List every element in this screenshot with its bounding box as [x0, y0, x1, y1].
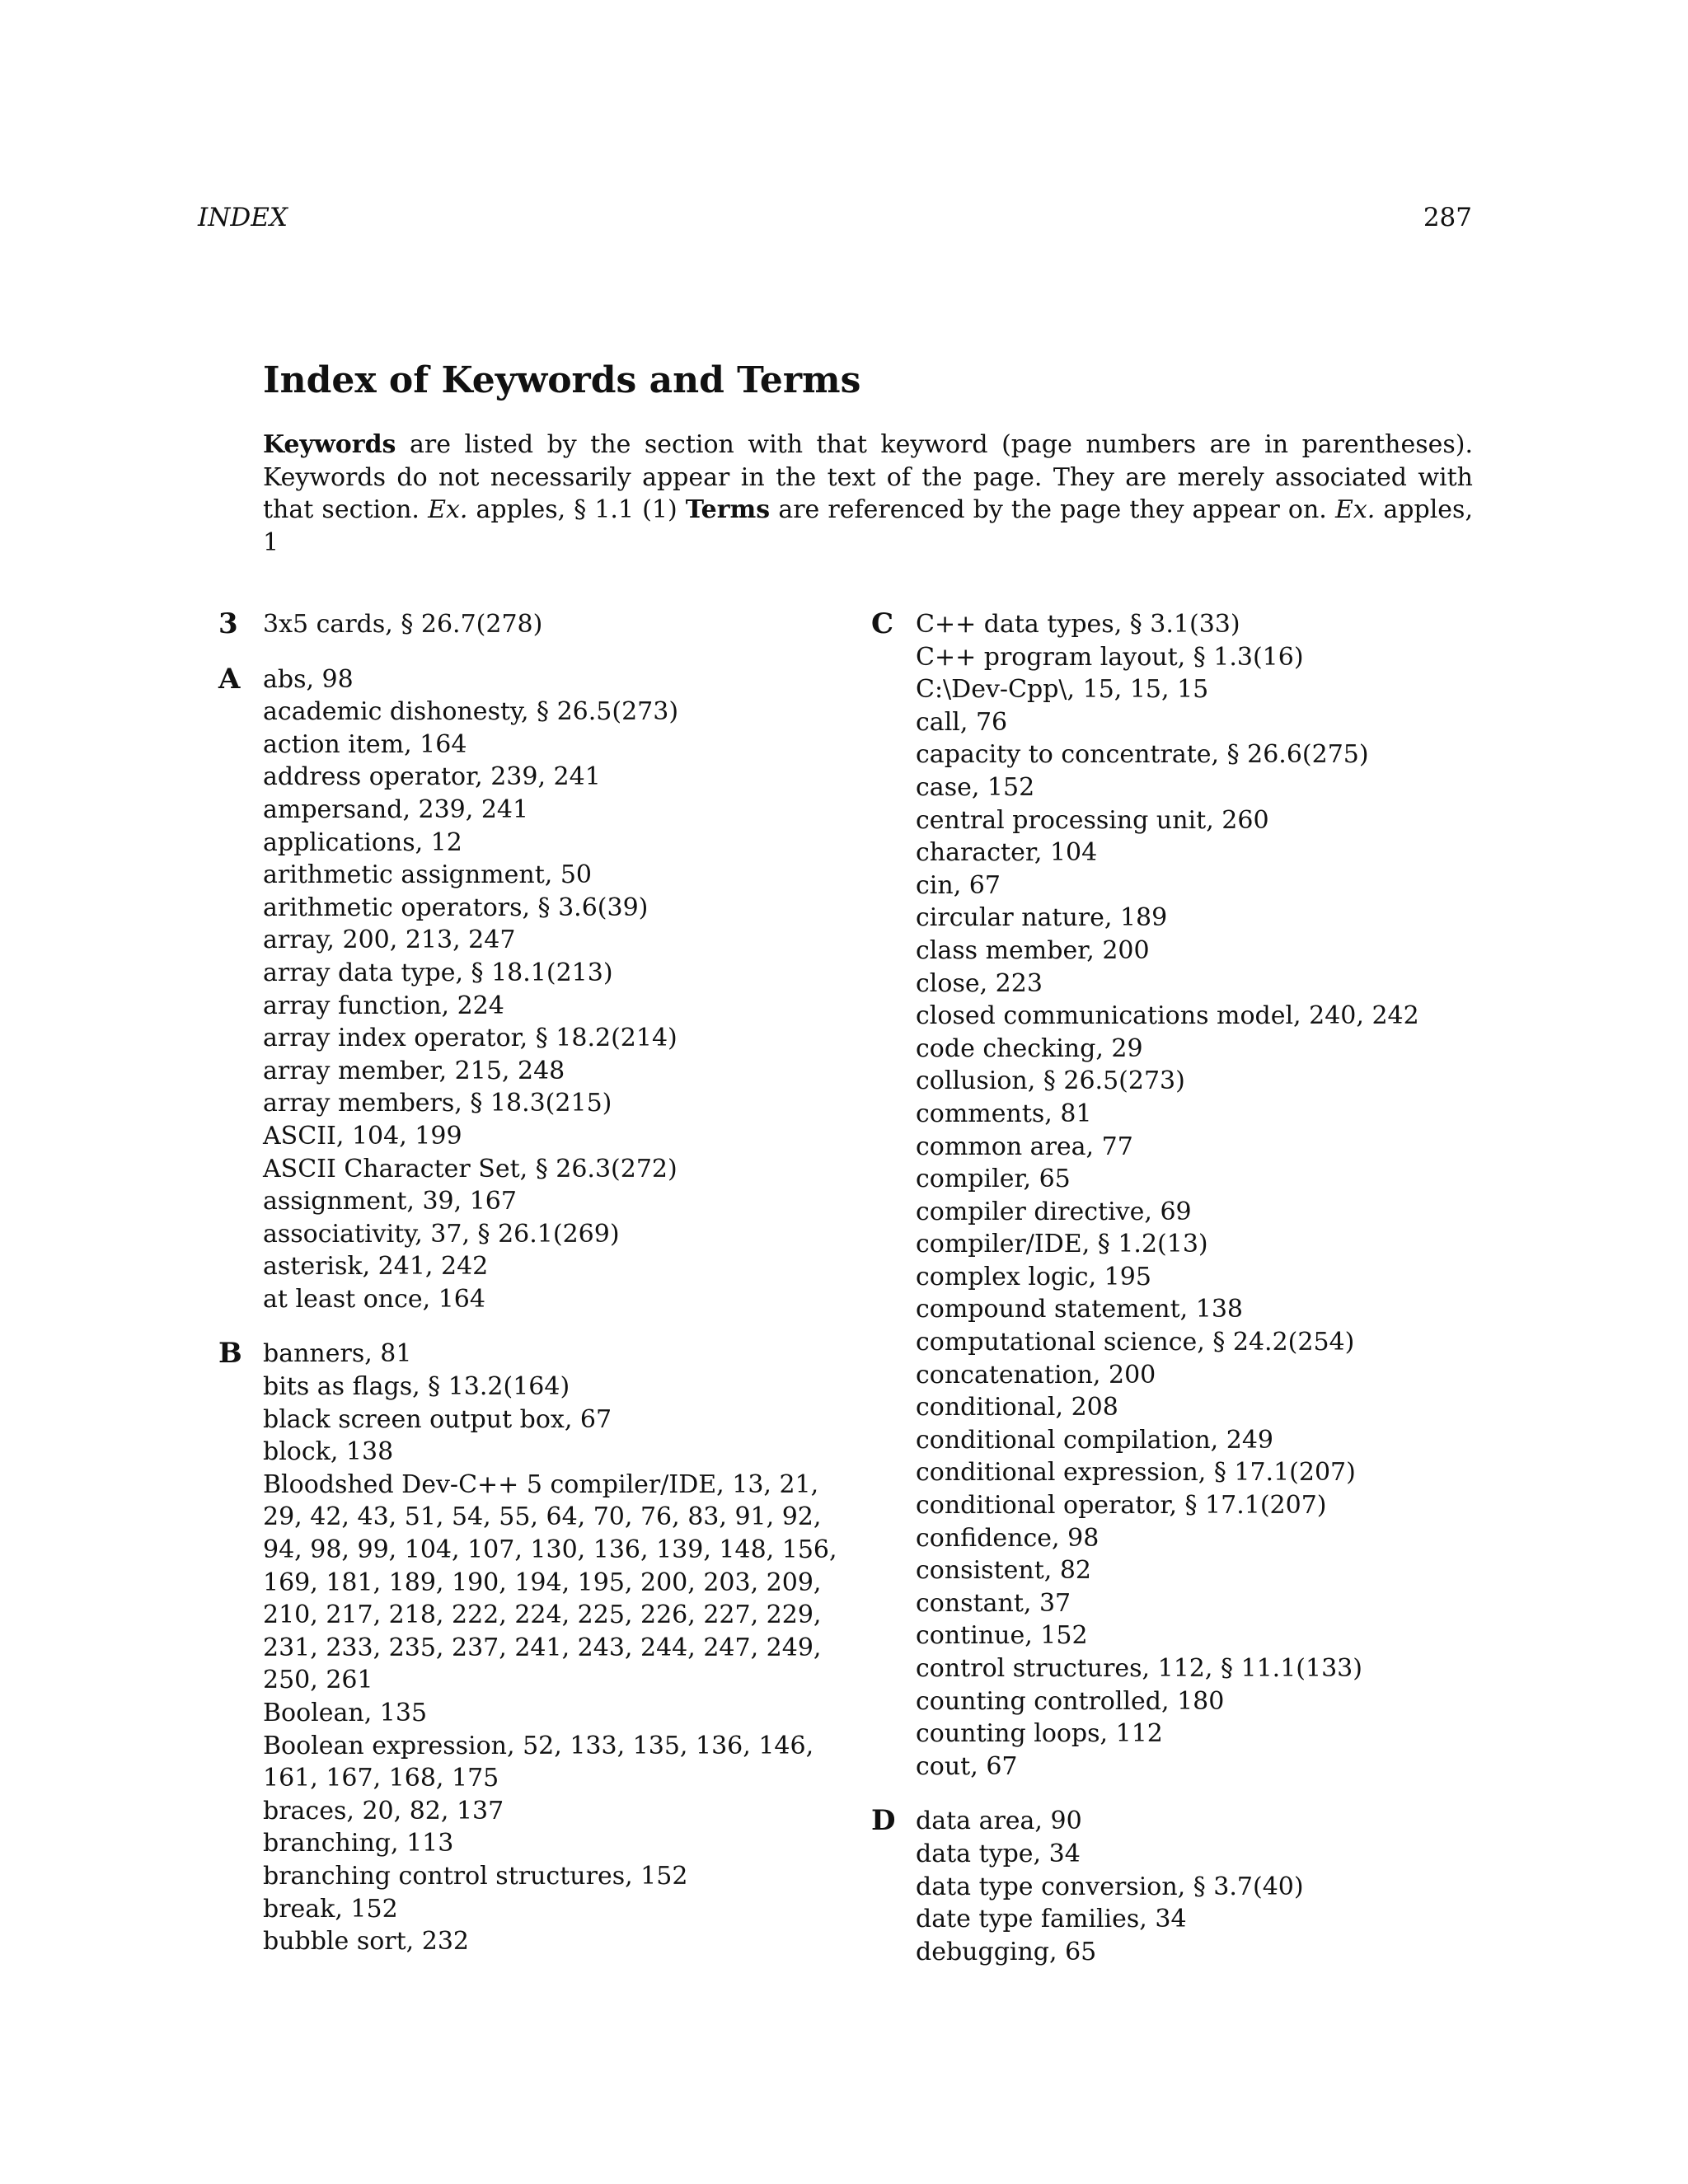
index-entry: consistent, 82 [916, 1556, 1092, 1586]
index-entry: conditional expression, § 17.1(207) [916, 1458, 1356, 1488]
index-entry: conditional operator, § 17.1(207) [916, 1491, 1327, 1521]
index-entry: counting loops, 112 [916, 1719, 1163, 1749]
index-entry: ASCII, 104, 199 [263, 1121, 462, 1151]
index-entry: comments, 81 [916, 1099, 1092, 1128]
index-entry: conditional compilation, 249 [916, 1425, 1273, 1455]
index-entry: applications, 12 [263, 827, 462, 857]
group-letter: B [218, 1337, 242, 1371]
index-group [864, 1805, 1490, 1968]
index-entry: date type families, 34 [916, 1905, 1187, 1934]
index-entry: collusion, § 26.5(273) [916, 1066, 1185, 1096]
index-entry: array, 200, 213, 247 [263, 926, 516, 955]
index-entry: circular nature, 189 [916, 903, 1168, 933]
index-entry: compiler directive, 69 [916, 1197, 1192, 1226]
index-entry: conditional, 208 [916, 1393, 1118, 1422]
index-entry: character, 104 [916, 838, 1098, 868]
index-entry: code checking, 29 [916, 1033, 1143, 1063]
index-entry: Boolean expression, 52, 133, 135, 136, 146, 161, 167, 168, 175 [263, 1731, 814, 1793]
group-letter: 3 [218, 607, 238, 640]
page-number: 287 [1423, 203, 1472, 232]
index-entry: banners, 81 [263, 1339, 412, 1369]
group-letter: C [871, 607, 894, 640]
index-title: Index of Keywords and Terms [263, 359, 861, 401]
index-entry: bubble sort, 232 [263, 1927, 470, 1957]
index-entry: array function, 224 [263, 991, 504, 1020]
index-entry: address operator, 239, 241 [263, 762, 601, 792]
index-entry: compiler/IDE, § 1.2(13) [916, 1230, 1208, 1259]
index-entry: branching control structures, 152 [263, 1861, 688, 1891]
index-entry: assignment, 39, 167 [263, 1187, 517, 1216]
index-entry: compound statement, 138 [916, 1295, 1244, 1324]
index-entry: concatenation, 200 [916, 1360, 1156, 1390]
index-entry: complex logic, 195 [916, 1262, 1151, 1291]
index-entry: black screen output box, 67 [263, 1404, 612, 1434]
index-entry: braces, 20, 82, 137 [263, 1796, 504, 1825]
index-entry: array data type, § 18.1(213) [263, 958, 613, 987]
index-entry: asterisk, 241, 242 [263, 1252, 489, 1282]
index-entry: close, 223 [916, 968, 1043, 998]
index-entry: Bloodshed Dev-C++ 5 compiler/IDE, 13, 21, 29, 42, 43, 51, 54, 55, 64, 70, 76, 83, 91, 92, 94, 98, 99, 104, 107, 130, 136, 139, 148, 156, 169, 181, 189, 190, 194, 195, 200, 203, 209, 210, 217, 218, 222, 224, 225, 226, 227, 229, 231, 233, 235, 237, 241, 243, 244, 247, 249, 250, 261 [263, 1469, 837, 1695]
index-entry: array index operator, § 18.2(214) [263, 1024, 678, 1053]
index-entry: ampersand, 239, 241 [263, 794, 529, 824]
terms-text: are referenced by the page they appear on. [770, 495, 1335, 524]
index-entry: ASCII Character Set, § 26.3(272) [263, 1154, 678, 1183]
index-group [211, 1338, 837, 1957]
index-entry: associativity, 37, § 26.1(269) [263, 1219, 620, 1249]
index-entry: data type conversion, § 3.7(40) [916, 1872, 1304, 1901]
running-head-section: INDEX [198, 203, 288, 232]
index-entry: arithmetic operators, § 3.6(39) [263, 893, 649, 922]
index-entry: class member, 200 [916, 935, 1150, 965]
example-text: apples, § 1.1 (1) [467, 495, 686, 524]
index-column-right [864, 608, 1490, 1990]
index-entry: C++ program layout, § 1.3(16) [916, 642, 1304, 672]
index-entry: arithmetic assignment, 50 [263, 860, 593, 890]
index-entry: C++ data types, § 3.1(33) [916, 610, 1240, 639]
keywords-text: are listed by the section with that keyword (page numbers are in parentheses). Keywords do not necessarily appear in the text of the page. They are merely associated with that section. [263, 430, 1473, 524]
example-label: Ex. [428, 495, 468, 524]
index-entry: Boolean, 135 [263, 1699, 428, 1727]
index-entry: capacity to concentrate, § 26.6(275) [916, 740, 1369, 770]
index-entry: bits as flags, § 13.2(164) [263, 1372, 570, 1402]
intro-paragraph [263, 429, 1473, 559]
index-entry: counting controlled, 180 [916, 1686, 1225, 1716]
index-entry: call, 76 [916, 707, 1008, 737]
group-letter: D [871, 1804, 896, 1838]
index-entry: debugging, 65 [916, 1937, 1097, 1966]
index-group [211, 608, 837, 641]
index-group [211, 663, 837, 1316]
index-entry: closed communications model, 240, 242 [916, 1001, 1419, 1031]
index-entry: array member, 215, 248 [263, 1056, 565, 1085]
index-entry: academic dishonesty, § 26.5(273) [263, 697, 679, 727]
index-entry: C:\Dev-Cpp\, 15, 15, 15 [916, 675, 1209, 705]
index-entry: branching, 113 [263, 1829, 454, 1858]
index-entry: break, 152 [263, 1894, 398, 1924]
index-entry: central processing unit, 260 [916, 805, 1269, 835]
example-text: apples, 1 [263, 495, 1473, 557]
index-entry: confidence, 98 [916, 1523, 1100, 1553]
index-entry: constant, 37 [916, 1588, 1071, 1618]
index-entry: cout, 67 [916, 1751, 1018, 1781]
index-entry: case, 152 [916, 772, 1035, 802]
index-entry: common area, 77 [916, 1132, 1133, 1161]
index-entry: 3x5 cards, § 26.7(278) [263, 610, 543, 639]
terms-label: Terms [685, 495, 771, 524]
index-entry: compiler, 65 [916, 1165, 1071, 1194]
index-entry: array members, § 18.3(215) [263, 1089, 612, 1118]
index-entry: cin, 67 [916, 870, 1001, 900]
index-entry: at least once, 164 [263, 1284, 485, 1314]
index-entry: data area, 90 [916, 1807, 1082, 1836]
index-entry: abs, 98 [263, 664, 354, 694]
index-entry: data type, 34 [916, 1839, 1081, 1868]
group-letter: A [218, 662, 241, 696]
index-entry: block, 138 [263, 1437, 394, 1467]
index-entry: continue, 152 [916, 1621, 1088, 1651]
index-entry: control structures, 112, § 11.1(133) [916, 1654, 1362, 1683]
index-entry: computational science, § 24.2(254) [916, 1328, 1355, 1357]
keywords-label: Keywords [263, 430, 396, 459]
index-entry: action item, 164 [263, 729, 467, 759]
index-column-left [211, 608, 837, 1980]
example-label: Ex. [1334, 495, 1376, 524]
index-group [864, 608, 1490, 1783]
